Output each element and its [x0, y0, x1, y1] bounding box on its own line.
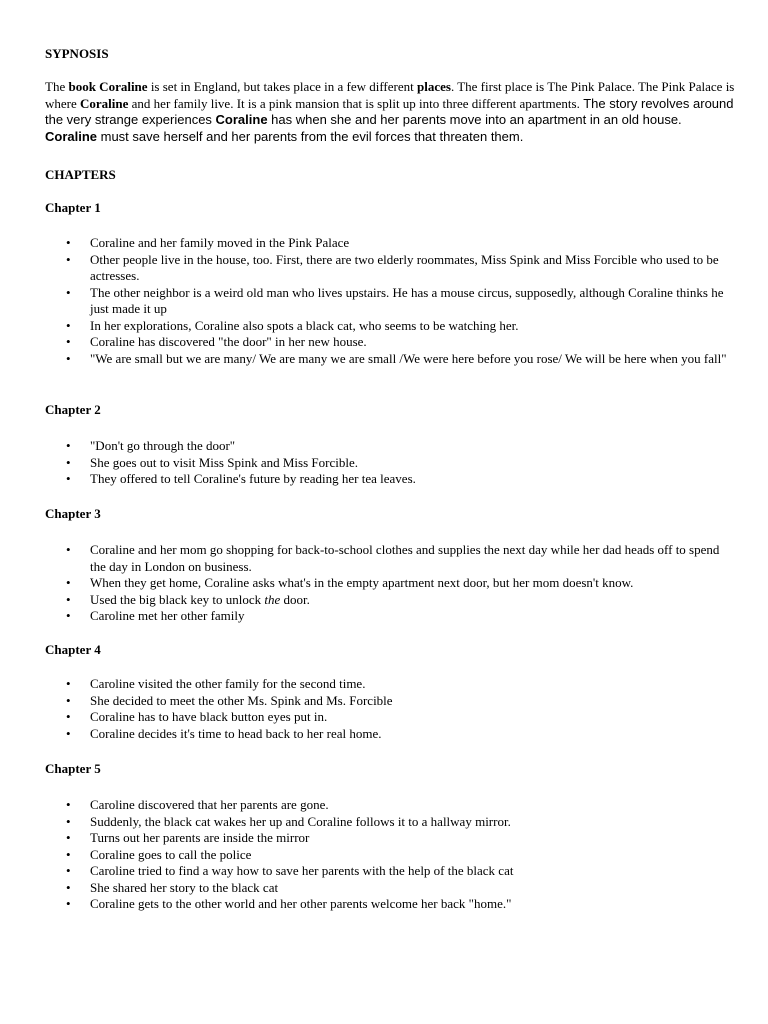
list-item: • She decided to meet the other Ms. Spink and Ms. Forcible — [45, 693, 735, 710]
list-item: • Caroline discovered that her parents are gone. — [45, 797, 735, 814]
chapter-5-list — [45, 797, 735, 913]
chapters-heading: CHAPTERS — [45, 167, 116, 182]
list-item: • She goes out to visit Miss Spink and Miss Forcible. — [45, 455, 735, 472]
chapter-3-list — [45, 542, 735, 625]
list-item: • Coraline and her mom go shopping for back-to-school clothes and supplies the next day while her dad heads off to spend the day in London on business. — [45, 542, 735, 575]
synopsis-text: and her family live. It is a pink mansion that is split up into three different apartments. — [128, 95, 580, 111]
list-item: • They offered to tell Coraline's future by reading her tea leaves. — [45, 471, 735, 488]
list-item: • Caroline tried to find a way how to save her parents with the help of the black cat — [45, 863, 735, 880]
list-item: • Coraline and her family moved in the Pink Palace — [45, 235, 735, 252]
synopsis-text: is set in England, but takes place in a few different — [147, 79, 417, 94]
chapter-5-title: Chapter 5 — [45, 761, 101, 776]
list-item-text: door. — [280, 591, 310, 607]
synopsis-bold: Coraline — [80, 95, 129, 111]
synopsis-bold: Coraline — [45, 128, 98, 144]
synopsis-heading: SYPNOSIS — [45, 46, 109, 61]
synopsis-sans-text: must save herself and her parents from the evil forces that threaten them. — [97, 128, 524, 144]
chapter-4-title: Chapter 4 — [45, 642, 101, 657]
list-item: • Coraline decides it's time to head back to her real home. — [45, 726, 735, 743]
list-item: • "We are small but we are many/ We are many we are small /We were here before you rose/ We will be here when you fall" — [45, 351, 735, 368]
list-item: • Coraline gets to the other world and her other parents welcome her back "home." — [45, 896, 735, 913]
list-item: • "Don't go through the door" — [45, 438, 735, 455]
list-item-text: Used the big black key to unlock — [90, 591, 265, 607]
list-item: • In her explorations, Coraline also spots a black cat, who seems to be watching her. — [45, 318, 735, 335]
list-item: • Coraline goes to call the police — [45, 847, 735, 864]
list-item-italic: the — [264, 591, 281, 607]
list-item: • The other neighbor is a weird old man who lives upstairs. He has a mouse circus, supposedly, although Coraline thinks he just made it up — [45, 285, 735, 318]
list-item: • Caroline visited the other family for the second time. — [45, 676, 735, 693]
chapter-4-list — [45, 676, 735, 742]
list-item: • Coraline has discovered "the door" in her new house. — [45, 334, 735, 351]
synopsis-text: . The first place is The Pink Palace. The Pink Palace is where — [45, 79, 735, 111]
synopsis-text: The — [45, 79, 69, 94]
chapter-1-title: Chapter 1 — [45, 200, 101, 215]
synopsis-sans-text: has when she and her parents move into an apartment in an old house. — [267, 112, 682, 127]
list-item — [45, 592, 735, 609]
synopsis-paragraph — [45, 79, 735, 145]
synopsis-bold: Coraline — [215, 112, 268, 127]
synopsis-bold: book Coraline — [68, 79, 148, 94]
chapter-2-list — [45, 438, 735, 488]
list-item: • Suddenly, the black cat wakes her up and Coraline follows it to a hallway mirror. — [45, 814, 735, 831]
synopsis-sans-text: The story revolves around the very strange experiences — [45, 95, 734, 127]
list-item: • She shared her story to the black cat — [45, 880, 735, 897]
synopsis-bold: places — [417, 79, 451, 94]
list-item: • Coraline has to have black button eyes put in. — [45, 709, 735, 726]
chapter-2-title: Chapter 2 — [45, 402, 101, 417]
list-item: • Turns out her parents are inside the mirror — [45, 830, 735, 847]
chapter-3-title: Chapter 3 — [45, 506, 101, 521]
list-item: • Other people live in the house, too. First, there are two elderly roommates, Miss Spink and Miss Forcible who used to be actresses. — [45, 252, 735, 285]
chapter-1-list — [45, 235, 735, 367]
list-item: • Caroline met her other family — [45, 608, 735, 625]
list-item: • When they get home, Coraline asks what's in the empty apartment next door, but her mom doesn't know. — [45, 575, 735, 592]
